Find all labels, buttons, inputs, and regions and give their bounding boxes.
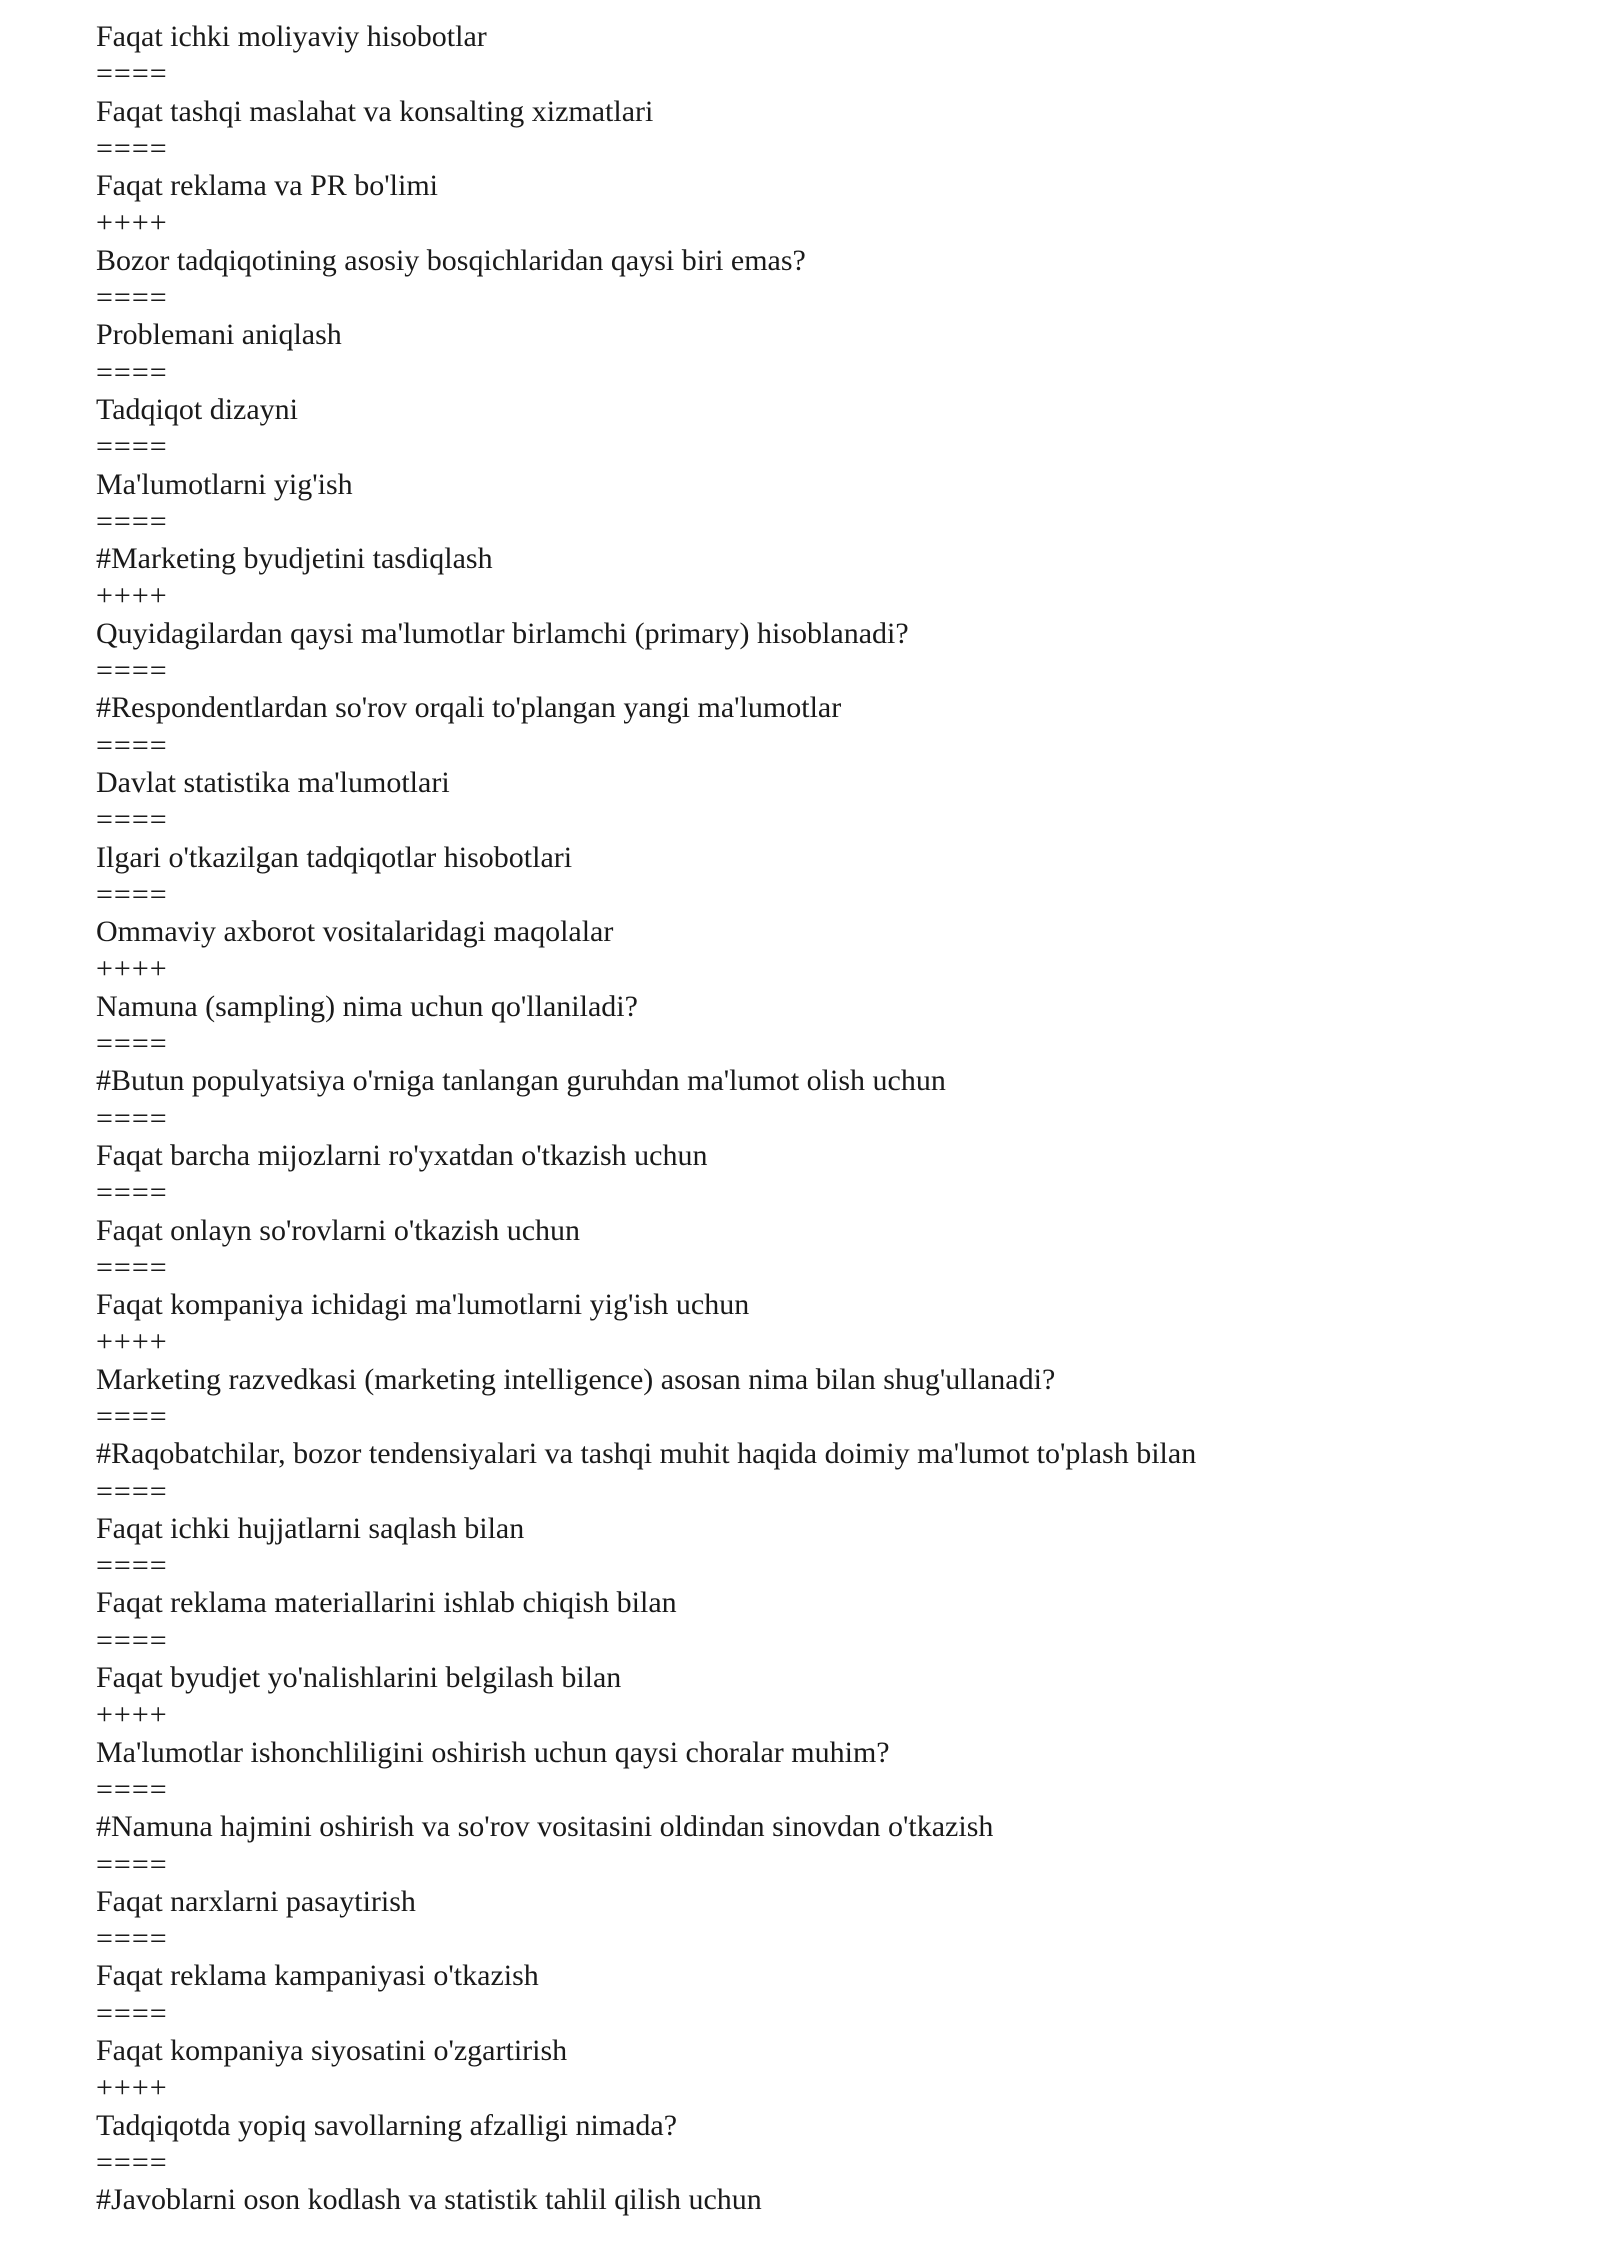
text-line: Namuna (sampling) nima uchun qo'llaniladi? — [96, 989, 638, 1023]
option-separator: ==== — [96, 1176, 168, 1210]
text-line: Davlat statistika ma'lumotlari — [96, 765, 450, 799]
option-separator: ==== — [96, 1250, 168, 1284]
option-separator: ==== — [96, 1549, 168, 1583]
option-separator: ==== — [96, 131, 168, 165]
correct-answer-line: #Namuna hajmini oshirish va so'rov vositasini oldindan sinovdan o'tkazish — [96, 1810, 994, 1844]
text-line: Faqat reklama materiallarini ishlab chiqish bilan — [96, 1586, 677, 1620]
text-line: Problemani aniqlash — [96, 318, 342, 352]
option-separator: ==== — [96, 2145, 168, 2179]
option-separator: ==== — [96, 281, 168, 315]
question-separator: ++++ — [96, 952, 168, 986]
question-separator: ++++ — [96, 206, 168, 240]
text-line: Tadqiqotda yopiq savollarning afzalligi nimada? — [96, 2108, 678, 2142]
text-line: Ma'lumotlar ishonchliligini oshirish uchun qaysi choralar muhim? — [96, 1735, 890, 1769]
text-line: Faqat reklama kampaniyasi o'tkazish — [96, 1959, 539, 1993]
text-line: Faqat tashqi maslahat va konsalting xizmatlari — [96, 94, 654, 128]
text-line: Tadqiqot dizayni — [96, 392, 299, 426]
option-separator: ==== — [96, 1399, 168, 1433]
text-line: Faqat kompaniya siyosatini o'zgartirish — [96, 2034, 568, 2068]
text-line: Faqat kompaniya ichidagi ma'lumotlarni yig'ish uchun — [96, 1288, 750, 1322]
option-separator: ==== — [96, 504, 168, 538]
option-separator: ==== — [96, 355, 168, 389]
correct-answer-line: #Raqobatchilar, bozor tendensiyalari va tashqi muhit haqida doimiy ma'lumot to'plash bilan — [96, 1437, 1197, 1471]
text-line: Marketing razvedkasi (marketing intelligence) asosan nima bilan shug'ullanadi? — [96, 1362, 1056, 1396]
text-line: Faqat ichki hujjatlarni saqlash bilan — [96, 1511, 525, 1545]
option-separator: ==== — [96, 430, 168, 464]
text-line: Bozor tadqiqotining asosiy bosqichlaridan qaysi biri emas? — [96, 243, 806, 277]
correct-answer-line: #Butun populyatsiya o'rniga tanlangan guruhdan ma'lumot olish uchun — [96, 1064, 946, 1098]
option-separator: ==== — [96, 1996, 168, 2030]
option-separator: ==== — [96, 1847, 168, 1881]
correct-answer-line: #Marketing byudjetini tasdiqlash — [96, 542, 493, 576]
option-separator: ==== — [96, 654, 168, 688]
question-separator: ++++ — [96, 2071, 168, 2105]
option-separator: ==== — [96, 1474, 168, 1508]
text-line: Faqat byudjet yo'nalishlarini belgilash bilan — [96, 1661, 622, 1695]
question-separator: ++++ — [96, 1325, 168, 1359]
text-line: Quyidagilardan qaysi ma'lumotlar birlamchi (primary) hisoblanadi? — [96, 616, 909, 650]
option-separator: ==== — [96, 1101, 168, 1135]
text-line: Faqat barcha mijozlarni ro'yxatdan o'tkazish uchun — [96, 1138, 708, 1172]
text-line: Ommaviy axborot vositalaridagi maqolalar — [96, 915, 614, 949]
option-separator: ==== — [96, 1027, 168, 1061]
option-separator: ==== — [96, 1922, 168, 1956]
text-line: Faqat reklama va PR bo'limi — [96, 169, 439, 203]
correct-answer-line: #Respondentlardan so'rov orqali to'plangan yangi ma'lumotlar — [96, 691, 842, 725]
option-separator: ==== — [96, 57, 168, 91]
text-line: Ilgari o'tkazilgan tadqiqotlar hisobotlari — [96, 840, 573, 874]
question-separator: ++++ — [96, 1698, 168, 1732]
text-line: Faqat ichki moliyaviy hisobotlar — [96, 20, 487, 53]
option-separator: ==== — [96, 877, 168, 911]
text-line: Ma'lumotlarni yig'ish — [96, 467, 353, 501]
option-separator: ==== — [96, 1623, 168, 1657]
text-line: Faqat narxlarni pasaytirish — [96, 1884, 416, 1918]
correct-answer-line: #Javoblarni oson kodlash va statistik tahlil qilish uchun — [96, 2183, 762, 2217]
option-separator: ==== — [96, 803, 168, 837]
option-separator: ==== — [96, 728, 168, 762]
document-page — [96, 18, 1536, 2219]
question-separator: ++++ — [96, 579, 168, 613]
text-line: Faqat onlayn so'rovlarni o'tkazish uchun — [96, 1213, 581, 1247]
option-separator: ==== — [96, 1772, 168, 1806]
